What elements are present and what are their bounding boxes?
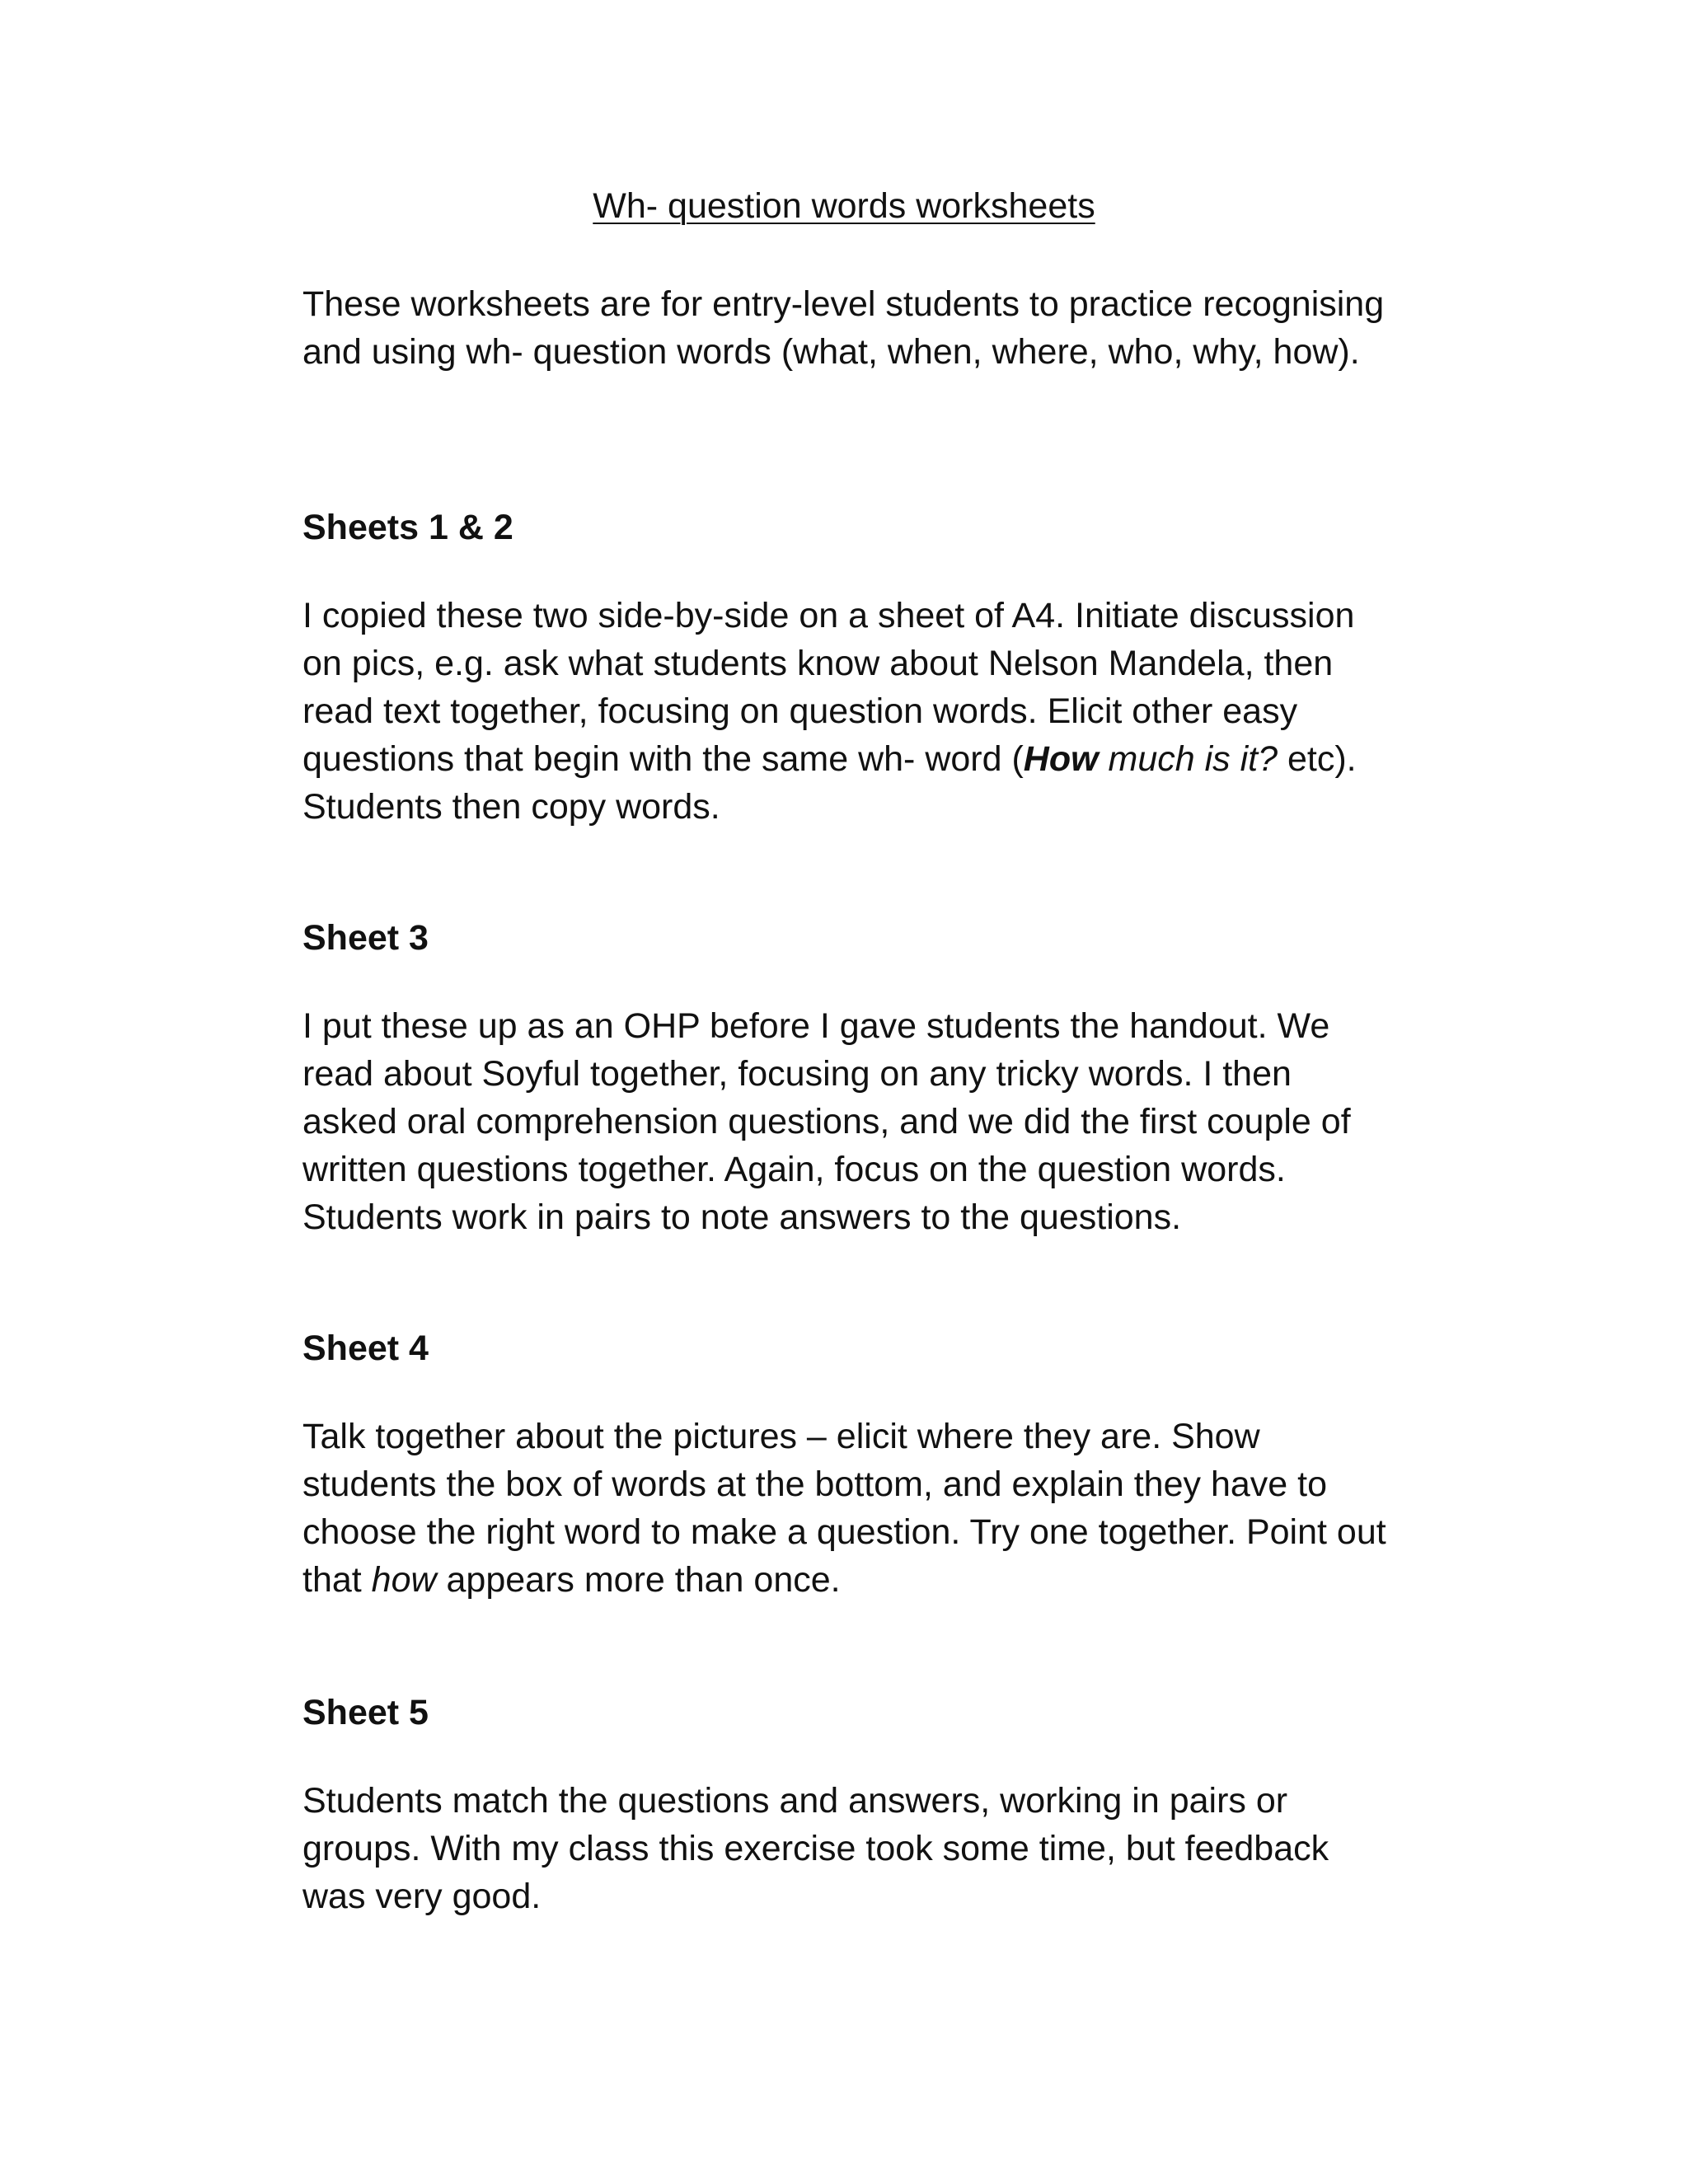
emphasis-phrase: much is it? <box>1098 739 1278 779</box>
section-paragraph-sheet-4 <box>302 1413 1390 1604</box>
page-title: Wh- question words worksheets <box>593 186 1095 226</box>
section-heading-sheet-5: Sheet 5 <box>302 1693 429 1732</box>
paragraph-text: etc). Students then copy words. <box>302 739 1357 827</box>
section-paragraph-sheet-5: Students match the questions and answers, working in pairs or groups. With my class this exercise took some time, but feedback was very good. <box>302 1781 1329 1916</box>
section-heading-sheets-1-2: Sheets 1 & 2 <box>302 508 513 547</box>
paragraph-text: appears more than once. <box>436 1560 841 1600</box>
emphasis-word: how <box>371 1560 437 1600</box>
paragraph-text: I copied these two side-by-side on a sheet of A4. Initiate discussion on pics, e.g. ask what students know about Nelson Mandela, then read text together, focusing on question words. Elicit other easy questions that begin with the same wh- word ( <box>302 596 1355 779</box>
section-heading-sheet-3: Sheet 3 <box>302 918 429 958</box>
intro-paragraph: These worksheets are for entry-level students to practice recognising and using wh- question words (what, when, where, who, why, how). <box>302 284 1385 372</box>
emphasis-word: How <box>1023 739 1099 779</box>
paragraph-text: Talk together about the pictures – elicit where they are. Show students the box of words at the bottom, and explain they have to choose the right word to make a question. Try one together. Point out that <box>302 1417 1386 1600</box>
section-heading-sheet-4: Sheet 4 <box>302 1329 429 1368</box>
section-paragraph-sheets-1-2 <box>302 592 1390 831</box>
section-paragraph-sheet-3: I put these up as an OHP before I gave students the handout. We read about Soyful together, focusing on any tricky words. I then asked oral comprehension questions, and we did the first couple of written questions together. Again, focus on the question words. Students work in pairs to note answers to the questions. <box>302 1006 1351 1237</box>
